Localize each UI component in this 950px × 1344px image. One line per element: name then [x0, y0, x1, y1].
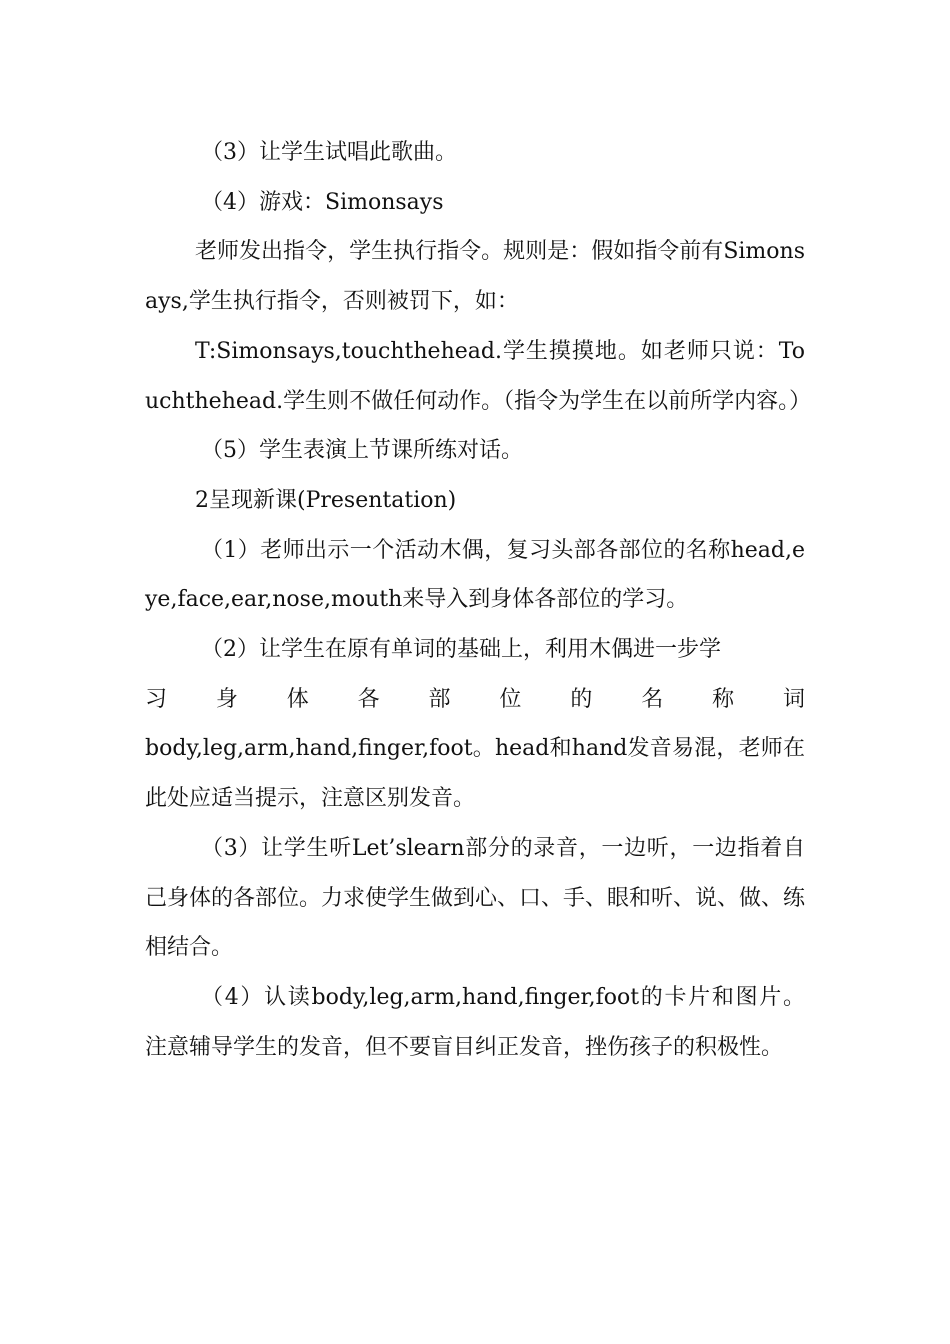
paragraph-step-4-game: （4）游戏：Simonsays [201, 189, 444, 215]
paragraph-game-rules: 老师发出指令，学生执行指令。规则是：假如指令前有Simonsays,学生执行指令，否则被罚下，如： [145, 239, 805, 315]
paragraph-presentation-2-line2: 习身体各部位的名称词 [145, 686, 805, 712]
paragraph-step-5-perform: （5）学生表演上节课所练对话。 [201, 438, 523, 464]
paragraph-presentation-2-line1: （2）让学生在原有单词的基础上，利用木偶进一步学 [201, 637, 721, 663]
paragraph-presentation-4: （4）认读body,leg,arm,hand,finger,foot的卡片和图片。注意辅导学生的发音，但不要盲目纠正发音，挫伤孩子的积极性。 [145, 984, 805, 1060]
document-page [145, 128, 812, 1072]
paragraph-game-example: T:Simonsays,touchthehead.学生摸摸地。如老师只说：Touchthehead.学生则不做任何动作。（指令为学生在以前所学内容。） [145, 338, 812, 414]
section-heading-presentation: 2呈现新课(Presentation) [195, 487, 457, 513]
paragraph-presentation-3: （3）让学生听Let’slearn部分的录音，一边听，一边指着自己身体的各部位。力求使学生做到心、口、手、眼和听、说、做、练相结合。 [145, 835, 806, 961]
paragraph-presentation-1: （1）老师出示一个活动木偶，复习头部各部位的名称head,eye,face,ear,nose,mouth来导入到身体各部位的学习。 [145, 537, 805, 613]
paragraph-step-3-sing: （3）让学生试唱此歌曲。 [201, 140, 457, 165]
paragraph-presentation-2-rest: body,leg,arm,hand,finger,foot。head和hand发音易混，老师在此处应适当提示，注意区别发音。 [145, 736, 805, 812]
